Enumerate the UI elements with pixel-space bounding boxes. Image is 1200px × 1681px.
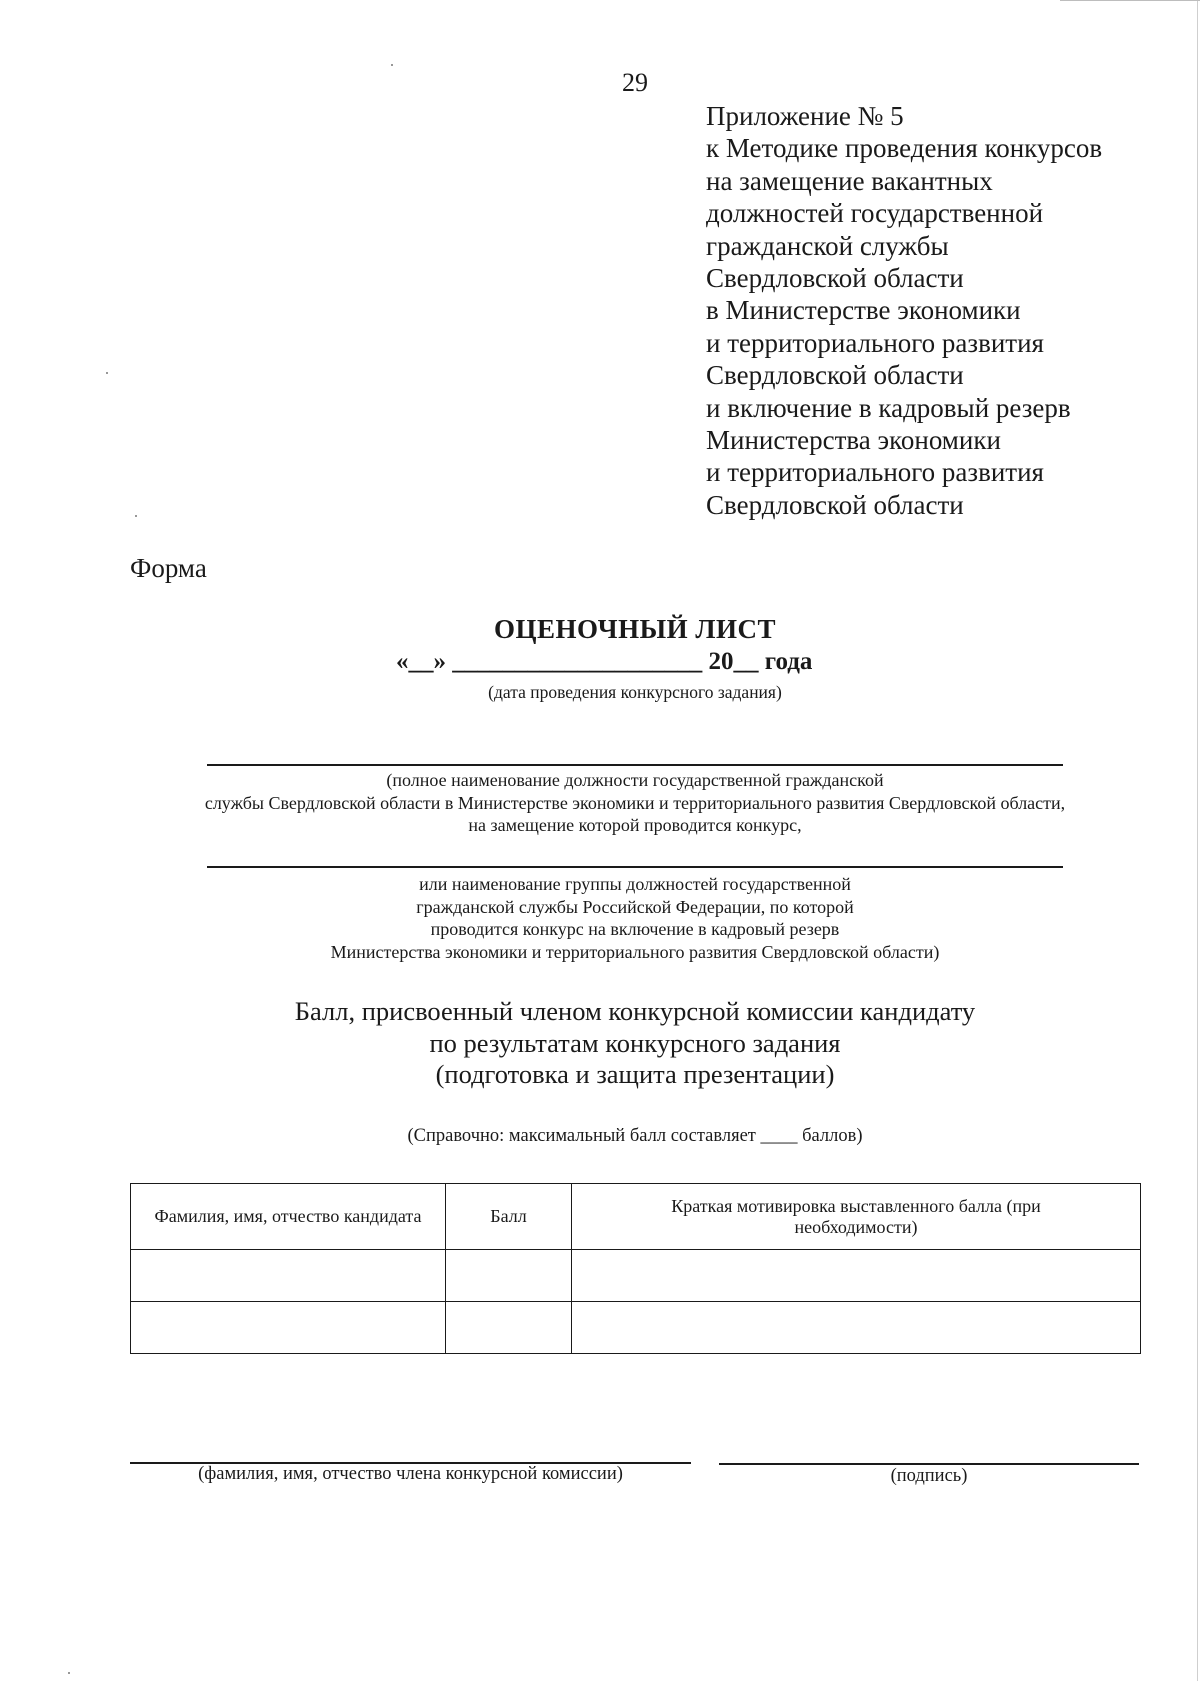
candidate-cell[interactable] (131, 1250, 446, 1302)
column-header-motivation: Краткая мотивировка выставленного балла (при необходимости) (572, 1184, 1141, 1250)
appendix-line: Свердловской области (706, 360, 964, 391)
appendix-line: на замещение вакантных (706, 165, 993, 196)
position-caption (0, 769, 1200, 837)
date-field: «__» ____________________ 20__ года (396, 648, 813, 675)
caption-line: или наименование группы должностей государственной (419, 874, 851, 894)
position-name-line (207, 764, 1063, 766)
score-table (130, 1183, 1141, 1354)
motivation-cell[interactable] (572, 1250, 1141, 1302)
caption-line: гражданской службы Российской Федерации, по которой (416, 896, 854, 917)
form-label: Форма (130, 553, 207, 583)
appendix-line: в Министерстве экономики (706, 295, 1021, 326)
appendix-line: и территориального развития (706, 457, 1044, 488)
candidate-cell[interactable] (131, 1302, 446, 1354)
appendix-line: и включение в кадровый резерв (706, 392, 1071, 423)
column-header-score: Балл (446, 1184, 572, 1250)
group-caption (0, 873, 1200, 963)
scan-speck (135, 515, 137, 517)
scan-speck (106, 372, 108, 374)
page-edge (1197, 0, 1198, 1681)
appendix-line: и территориального развития (706, 327, 1044, 358)
heading-line: Балл, присвоенный членом конкурсной комиссии кандидату (294, 996, 976, 1026)
group-name-line (207, 866, 1063, 868)
caption-line: службы Свердловской области в Министерстве экономики и территориального развития Свердловской области, (204, 792, 1066, 813)
member-name-caption: (фамилия, имя, отчество члена конкурсной комиссии) (198, 1464, 623, 1484)
column-header-candidate: Фамилия, имя, отчество кандидата (131, 1184, 446, 1250)
appendix-line: должностей государственной (706, 198, 1044, 229)
appendix-line: к Методике проведения конкурсов (706, 133, 1103, 164)
appendix-reference (706, 100, 1186, 521)
scan-speck (68, 1672, 70, 1674)
caption-line: Министерства экономики и территориального развития Свердловской области) (330, 941, 940, 962)
appendix-line: Приложение № 5 (706, 101, 904, 131)
score-heading (0, 996, 1200, 1091)
appendix-line: Свердловской области (706, 489, 964, 520)
score-cell[interactable] (446, 1302, 572, 1354)
caption-line: проводится конкурс на включение в кадровый резерв (430, 919, 840, 939)
signature-caption: (подпись) (890, 1466, 968, 1486)
page-number: 29 (622, 68, 648, 97)
score-cell[interactable] (446, 1250, 572, 1302)
caption-line: (полное наименование должности государственной гражданской (386, 770, 884, 790)
appendix-line: гражданской службы (706, 230, 949, 261)
appendix-line: Министерства экономики (706, 425, 1001, 456)
appendix-line: Свердловской области (706, 263, 964, 294)
heading-line: (подготовка и защита презентации) (435, 1059, 835, 1089)
date-caption: (дата проведения конкурсного задания) (488, 682, 782, 702)
motivation-cell[interactable] (572, 1302, 1141, 1354)
page-edge-top (1060, 0, 1200, 1)
caption-line: на замещение которой проводится конкурс, (468, 815, 802, 835)
table-row (131, 1302, 1141, 1354)
document-title: ОЦЕНОЧНЫЙ ЛИСТ (493, 614, 777, 644)
signature-line (719, 1463, 1139, 1465)
reference-note: (Справочно: максимальный балл составляет ____ баллов) (407, 1126, 863, 1146)
table-header-row (131, 1184, 1141, 1250)
heading-line: по результатам конкурсного задания (429, 1027, 841, 1058)
scan-speck (391, 64, 393, 66)
table-row (131, 1250, 1141, 1302)
